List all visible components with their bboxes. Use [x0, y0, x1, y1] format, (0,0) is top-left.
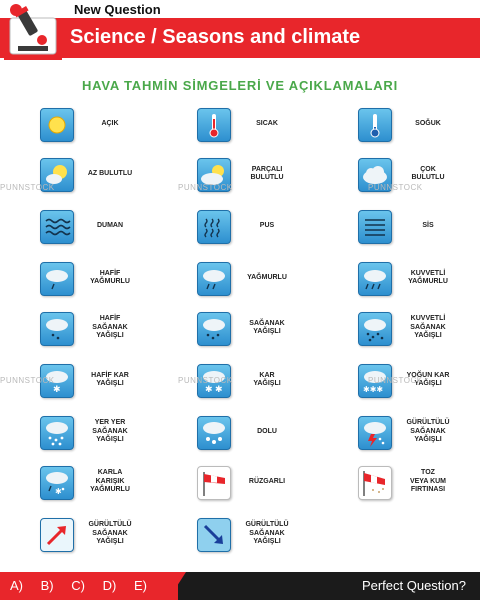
- option-c-button[interactable]: C): [71, 578, 85, 593]
- weather-label: DOLU: [257, 427, 277, 435]
- weather-label: KUVVETLİ YAĞMURLU: [408, 269, 448, 285]
- rain-icon: [197, 262, 231, 296]
- weather-item: [358, 210, 480, 258]
- answer-options: [10, 578, 161, 593]
- weather-label: RÜZGARLI: [248, 477, 286, 485]
- watermark: PUNNSTOCK: [368, 183, 423, 192]
- weather-item: [358, 108, 480, 156]
- weather-label: HAFİF KAR YAĞIŞLI: [91, 371, 129, 387]
- footer-bar: [0, 572, 480, 600]
- heavy-rain-icon: [358, 262, 392, 296]
- weather-item: [40, 416, 190, 464]
- weather-item: [358, 262, 480, 310]
- hail-icon: [197, 416, 231, 450]
- weather-label: AÇIK: [101, 119, 119, 127]
- weather-item: [197, 518, 347, 566]
- watermark: PUNNSTOCK: [0, 183, 55, 192]
- perfect-question-link[interactable]: Perfect Question?: [361, 578, 466, 593]
- weather-item: [197, 158, 347, 206]
- svg-text:✱✱✱: ✱✱✱: [363, 385, 384, 394]
- weather-label: TOZ VEYA KUM FIRTINASI: [409, 469, 447, 494]
- watermark: PUNNSTOCK: [368, 376, 423, 385]
- weather-label: YOĞUN KAR YAĞIŞLI: [406, 371, 450, 387]
- weather-label: HAFİF YAĞMURLU: [90, 269, 130, 285]
- weather-item: [197, 262, 347, 310]
- weather-item: [40, 518, 190, 566]
- weather-label: SİS: [422, 221, 434, 229]
- weather-item: [197, 364, 347, 412]
- weather-label: PUS: [259, 221, 275, 229]
- scattered-shower-icon: [40, 416, 74, 450]
- wind-arrow-se-icon: [197, 518, 231, 552]
- weather-item: [358, 158, 480, 206]
- weather-item: [197, 312, 347, 360]
- fog-icon: [358, 210, 392, 244]
- weather-label: AZ BULUTLU: [87, 169, 133, 177]
- weather-item: [40, 158, 190, 206]
- weather-label: HAFİF SAĞANAK YAĞIŞLI: [92, 315, 128, 340]
- option-a-button[interactable]: A): [10, 578, 23, 593]
- thermometer-hot-icon: [197, 108, 231, 142]
- sleet-icon: [40, 466, 74, 500]
- weather-label: ÇOK BULUTLU: [411, 165, 445, 181]
- smoke-icon: [40, 210, 74, 244]
- option-e-button[interactable]: E): [133, 578, 147, 593]
- weather-label: SOĞUK: [415, 119, 441, 127]
- shower-icon: [197, 312, 231, 346]
- new-question-label: New Question: [74, 2, 161, 17]
- watermark: PUNNSTOCK: [178, 376, 233, 385]
- watermark: PUNNSTOCK: [178, 183, 233, 192]
- weather-item: [40, 466, 190, 514]
- windsock-icon: [197, 466, 231, 500]
- weather-item: [358, 364, 480, 412]
- weather-label: KAR YAĞIŞLI: [253, 371, 281, 387]
- svg-text:✱: ✱: [55, 487, 62, 496]
- footer-slant: [168, 572, 186, 600]
- option-b-button[interactable]: B): [40, 578, 54, 593]
- thunderstorm-icon: [358, 416, 392, 450]
- weather-label: GÜRÜLTÜLÜ SAĞANAK YAĞIŞLI: [245, 521, 289, 546]
- weather-label: KUVVETLİ SAĞANAK YAĞIŞLI: [410, 315, 446, 340]
- weather-label: GÜRÜLTÜLÜ SAĞANAK YAĞIŞLI: [406, 419, 450, 444]
- weather-label: YER YER SAĞANAK YAĞIŞLI: [92, 419, 128, 444]
- subtitle: HAVA TAHMİN SİMGELERİ VE AÇIKLAMALARI: [81, 78, 399, 93]
- sandstorm-icon: [358, 466, 392, 500]
- weather-item: [40, 364, 190, 412]
- weather-label: DUMAN: [96, 221, 124, 229]
- weather-label: SAĞANAK YAĞIŞLI: [249, 319, 285, 335]
- weather-item: [197, 466, 347, 514]
- light-rain-icon: [40, 262, 74, 296]
- weather-label: YAĞMURLU: [247, 273, 287, 281]
- watermark: PUNNSTOCK: [0, 376, 55, 385]
- weather-label: KARLA KARIŞIK YAĞMURLU: [90, 469, 130, 494]
- weather-item: [197, 416, 347, 464]
- weather-item: [358, 466, 480, 514]
- heavy-shower-icon: [358, 312, 392, 346]
- weather-label: PARÇALI BULUTLU: [250, 165, 284, 181]
- thermometer-cold-icon: [358, 108, 392, 142]
- weather-label: SICAK: [256, 119, 278, 127]
- weather-item: [197, 210, 347, 258]
- light-shower-icon: [40, 312, 74, 346]
- option-d-button[interactable]: D): [102, 578, 117, 593]
- weather-item: [40, 262, 190, 310]
- weather-item: [197, 108, 347, 156]
- weather-item: [40, 210, 190, 258]
- wind-arrow-ne-icon: [40, 518, 74, 552]
- weather-item: [40, 108, 190, 156]
- weather-item: [358, 416, 480, 464]
- header-top: [0, 0, 480, 18]
- weather-label: GÜRÜLTÜLÜ SAĞANAK YAĞIŞLI: [88, 521, 132, 546]
- weather-item: [40, 312, 190, 360]
- haze-icon: [197, 210, 231, 244]
- sun-icon: [40, 108, 74, 142]
- svg-text:✱ ✱: ✱ ✱: [205, 384, 223, 394]
- weather-item: [358, 312, 480, 360]
- page-title: Science / Seasons and climate: [70, 26, 361, 48]
- svg-text:✱: ✱: [53, 384, 61, 394]
- microscope-icon: [4, 2, 62, 60]
